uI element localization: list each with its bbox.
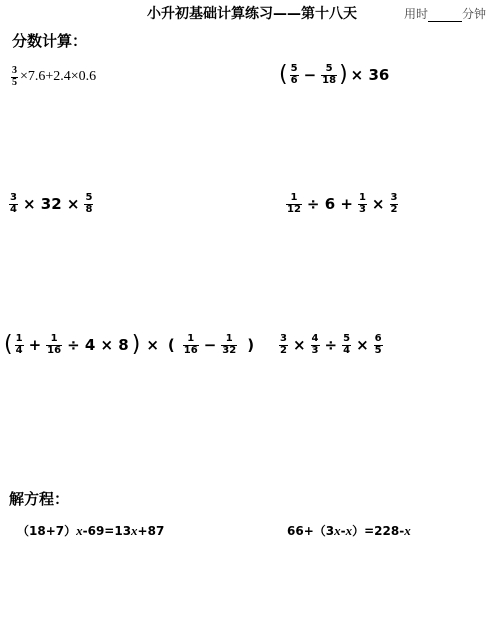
operator: ×	[292, 336, 306, 354]
numerator: 1	[290, 192, 298, 203]
numerator: 5	[343, 333, 351, 344]
fraction	[46, 334, 62, 356]
variable: x	[76, 523, 83, 538]
denominator: 4	[15, 344, 23, 356]
fraction	[290, 64, 299, 86]
denominator: 5	[374, 344, 382, 356]
numerator: 5	[290, 63, 298, 74]
page-title: 小升初基础计算练习——第十八天	[147, 6, 357, 22]
fraction	[342, 334, 351, 356]
denominator: 12	[287, 203, 301, 215]
numerator: 1	[187, 333, 195, 344]
numerator: 1	[50, 333, 58, 344]
equation-text: ）=228-	[352, 524, 405, 538]
right-paren: )	[131, 332, 141, 357]
denominator: 3	[311, 344, 319, 356]
fraction	[9, 193, 18, 215]
numerator: 1	[225, 333, 233, 344]
denominator: 8	[85, 203, 93, 215]
operator: ×	[371, 195, 385, 213]
numerator: 3	[390, 192, 398, 203]
expression-text: × 32 ×	[22, 195, 80, 213]
denominator: 5	[12, 76, 17, 88]
left-paren: (	[279, 62, 288, 87]
denominator: 3	[358, 203, 366, 215]
time-field	[404, 5, 486, 22]
expression-text: ×7.6+2.4×0.6	[20, 69, 97, 84]
equation-2	[287, 522, 411, 539]
numerator: 5	[85, 192, 93, 203]
equation-text: -	[340, 524, 346, 538]
equation-text: -69=13	[82, 524, 132, 538]
fraction	[286, 193, 302, 215]
fraction	[15, 334, 24, 356]
numerator: 4	[311, 333, 319, 344]
problem-4	[284, 193, 400, 215]
numerator: 5	[325, 63, 333, 74]
denominator: 2	[390, 203, 398, 215]
problem-6	[277, 334, 385, 356]
expression-text: × 36	[350, 66, 390, 84]
denominator: 6	[290, 74, 298, 86]
expression-text: ÷ 6 +	[306, 195, 353, 213]
problem-2	[279, 64, 389, 86]
left-paren: (	[4, 332, 13, 357]
denominator: 2	[280, 344, 287, 356]
fraction	[374, 334, 383, 356]
denominator: 32	[222, 344, 237, 356]
problem-5	[4, 334, 254, 356]
problem-3	[7, 193, 95, 215]
time-suffix: 分钟	[462, 7, 487, 21]
denominator: 16	[47, 344, 62, 356]
denominator: 18	[322, 74, 337, 86]
fraction	[183, 334, 199, 356]
numerator: 3	[10, 192, 17, 203]
equation-text: （18+7）	[17, 524, 77, 538]
variable: x	[345, 523, 353, 538]
operator: −	[303, 66, 317, 84]
fraction	[84, 193, 93, 215]
operator: ÷	[324, 336, 338, 354]
time-blank	[428, 10, 462, 22]
fraction	[311, 334, 320, 356]
equation-text: 66+（3	[287, 524, 335, 538]
right-paren: )	[247, 336, 255, 354]
numerator: 1	[15, 333, 23, 344]
operator: ×	[146, 336, 159, 354]
left-paren: (	[167, 336, 175, 354]
variable: x	[404, 523, 411, 538]
equation-text: +87	[137, 524, 165, 538]
equation-1	[17, 522, 164, 539]
fraction	[321, 64, 337, 86]
denominator: 4	[343, 344, 351, 356]
numerator: 3	[280, 333, 287, 344]
expression-text: ÷ 4 × 8	[67, 336, 129, 354]
operator: ×	[356, 336, 369, 354]
time-prefix: 用时	[404, 7, 429, 21]
variable: x	[131, 523, 138, 538]
denominator: 4	[10, 203, 17, 215]
fraction	[221, 334, 237, 356]
problem-1	[9, 66, 96, 88]
section-equations: 解方程：	[9, 490, 70, 508]
operator: −	[203, 336, 217, 354]
numerator: 1	[358, 192, 366, 203]
operator: +	[28, 336, 42, 354]
numerator: 3	[12, 65, 17, 76]
variable: x	[334, 523, 341, 538]
section-fraction-calc: 分数计算：	[12, 32, 88, 50]
fraction	[279, 334, 288, 356]
fraction	[11, 66, 18, 88]
fraction	[390, 193, 399, 215]
denominator: 16	[183, 344, 198, 356]
numerator: 6	[374, 333, 382, 344]
right-paren: )	[339, 62, 348, 87]
fraction	[358, 193, 367, 215]
